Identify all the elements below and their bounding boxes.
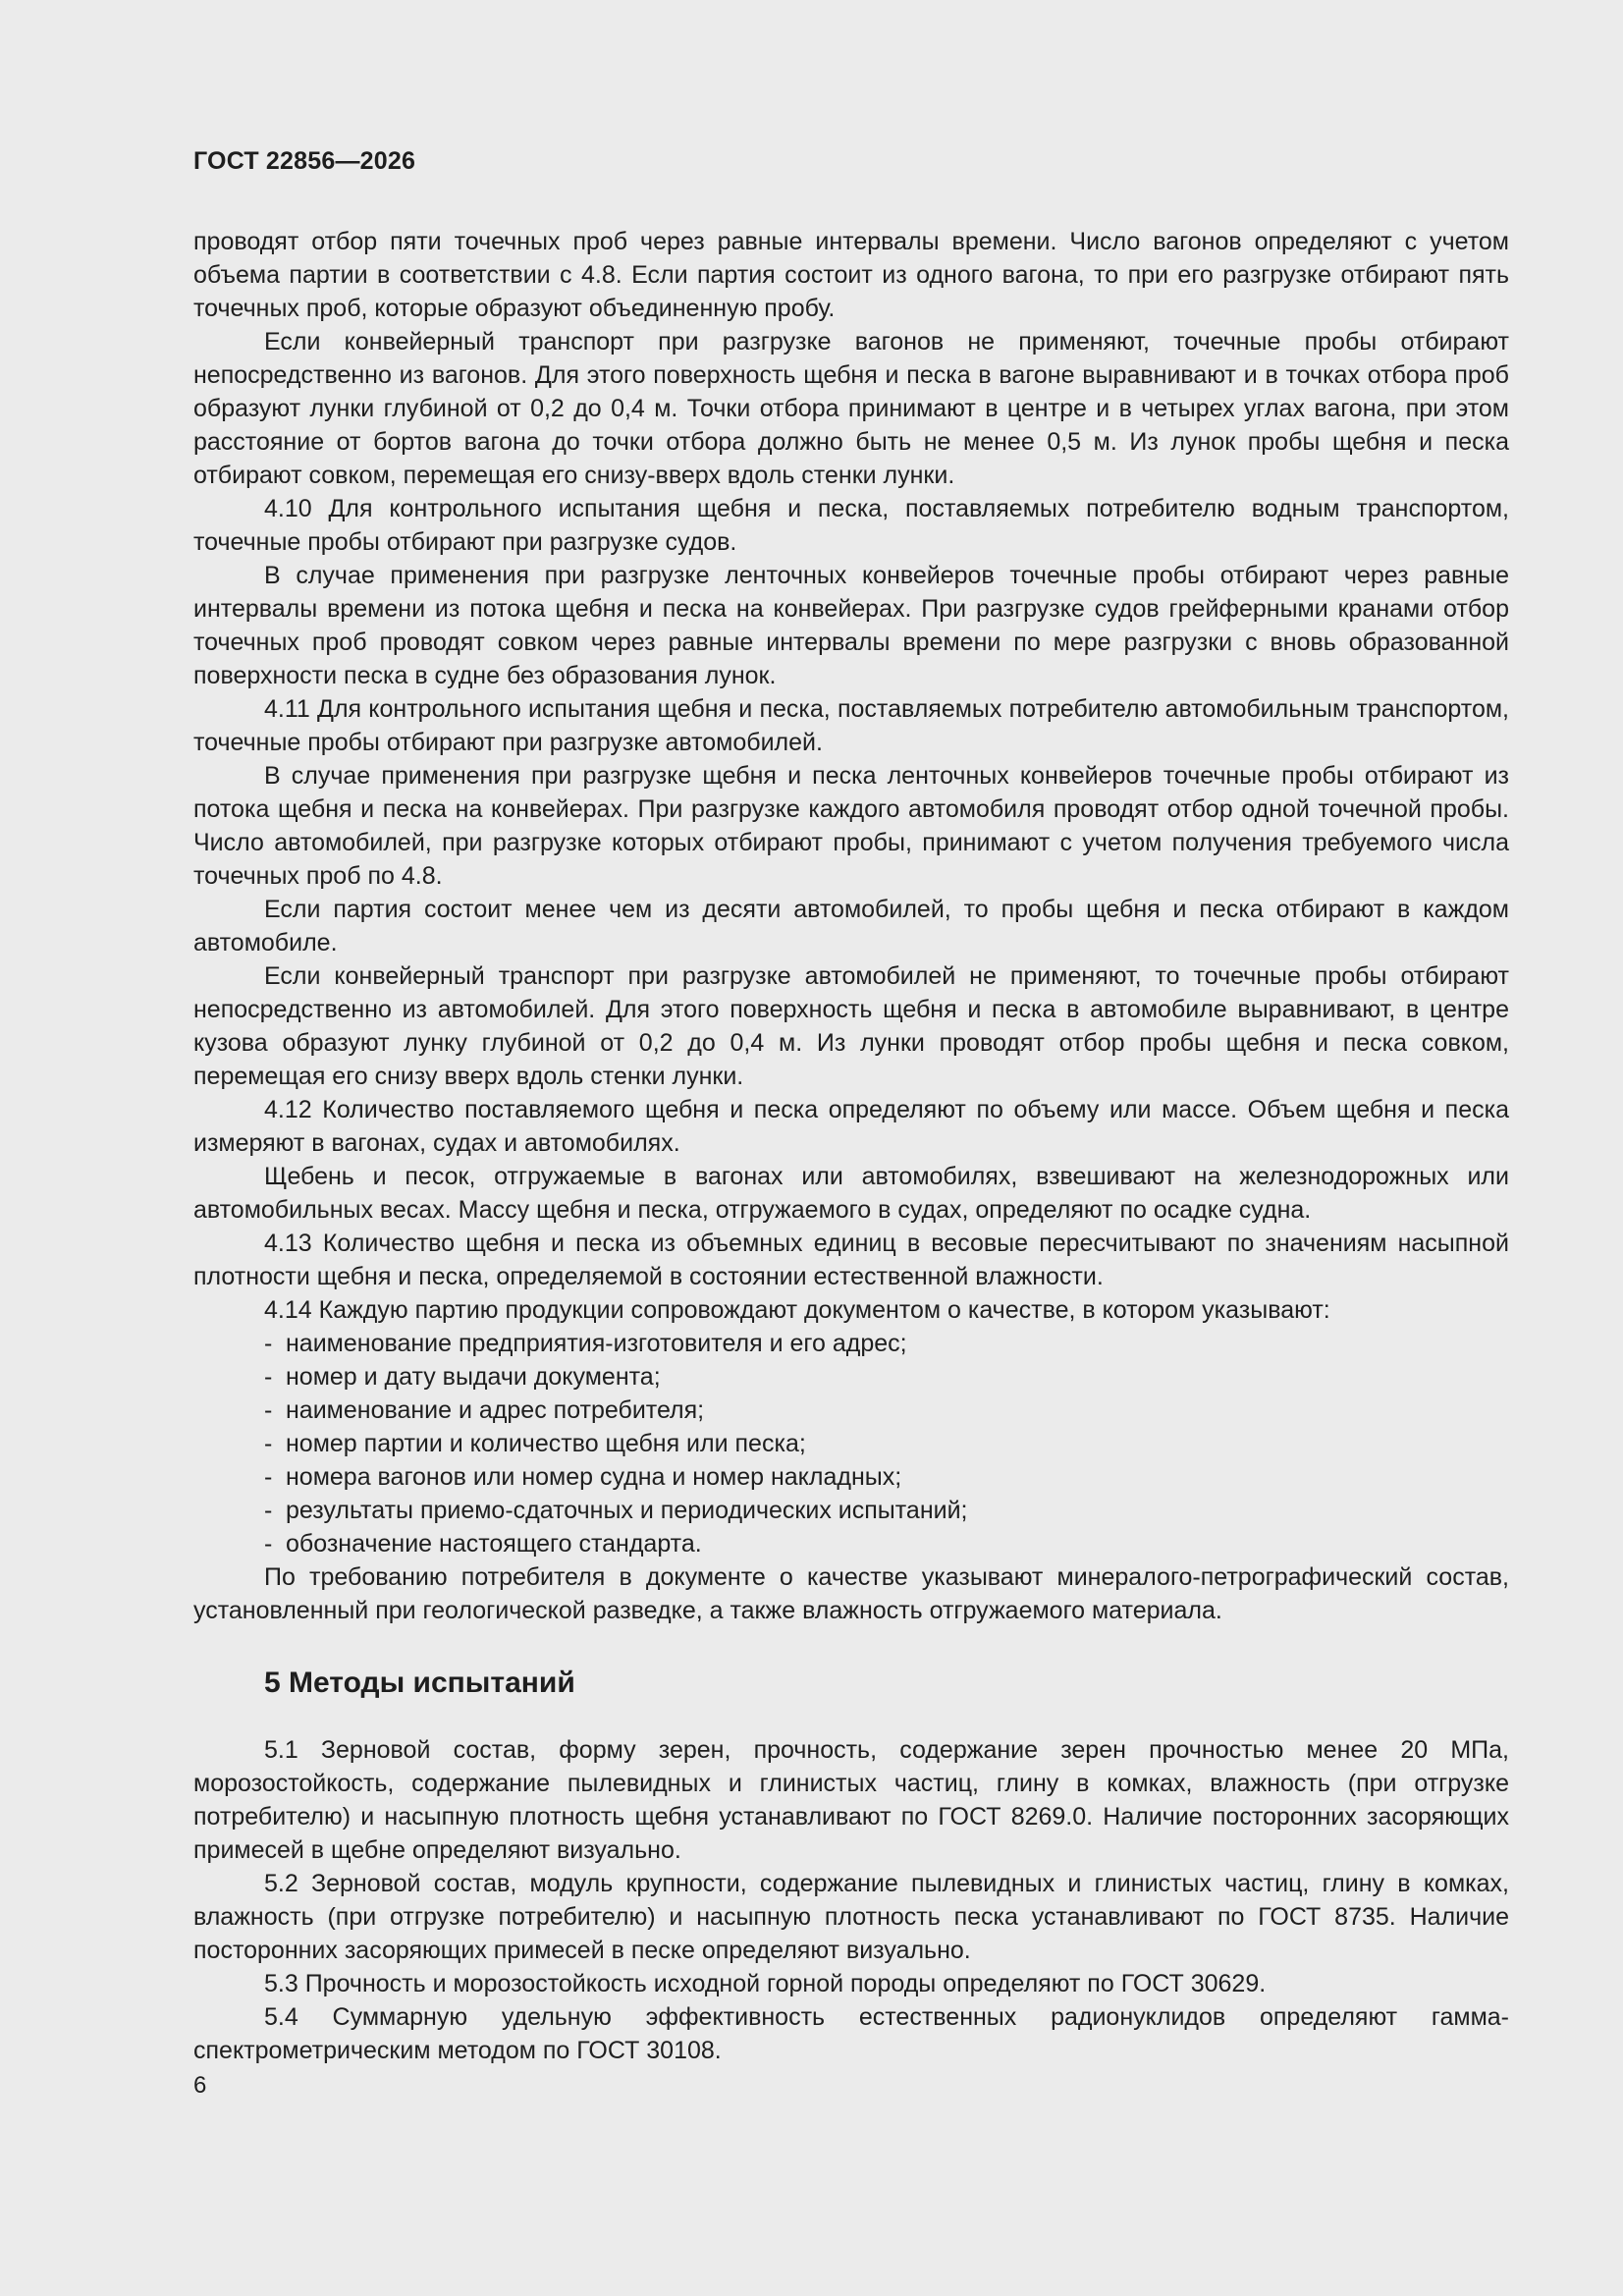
paragraph-5-3: 5.3 Прочность и морозостойкость исходной горной породы определяют по ГОСТ 30629. xyxy=(264,1970,1267,1997)
list-item: - номера вагонов или номер судна и номер накладных; xyxy=(264,1463,902,1491)
section-title: 5 Методы испытаний xyxy=(264,1667,575,1699)
requirements-list xyxy=(193,1327,1509,1560)
paragraph-4-14: 4.14 Каждую партию продукции сопровождают документом о качестве, в котором указывают: xyxy=(264,1296,1330,1324)
list-item: - наименование и адрес потребителя; xyxy=(264,1396,705,1424)
list-item: - обозначение настоящего стандарта. xyxy=(264,1530,702,1558)
page-number: 6 xyxy=(193,2072,207,2099)
paragraph: В случае применения при разгрузке ленточных конвейеров точечные пробы отбирают через равные интервалы времени из потока щебня и песка на конвейерах. При разгрузке судов грейферными кранами отбор точечных проб проводят совком через равные интервалы времени по мере разгрузки с вновь образованной поверхности песка в судне без образования лунок. xyxy=(193,562,1509,689)
paragraph-4-13: 4.13 Количество щебня и песка из объемных единиц в весовые пересчитывают по значениям насыпной плотности щебня и песка, определяемой в состоянии естественной влажности. xyxy=(193,1230,1509,1290)
paragraph: Если конвейерный транспорт при разгрузке автомобилей не применяют, то точечные пробы отбирают непосредственно из автомобилей. Для этого поверхность щебня и песка в автомобиле выравнивают, в центре кузова образуют лунку глубиной от 0,2 до 0,4 м. Из лунки проводят отбор пробы щебня и песка совком, перемещая его снизу вверх вдоль стенки лунки. xyxy=(193,962,1509,1090)
paragraph-5-2: 5.2 Зерновой состав, модуль крупности, содержание пылевидных и глинистых частиц, глину в комках, влажность (при отгрузке потребителю) и насыпную плотность песка устанавливают по ГОСТ 8735. Наличие посторонних засоряющих примесей в песке определяют визуально. xyxy=(193,1870,1509,1964)
paragraph: проводят отбор пяти точечных проб через равные интервалы времени. Число вагонов определяют с учетом объема партии в соответствии с 4.8. Если партия состоит из одного вагона, то при его разгрузке отбирают пять точечных проб, которые образуют объединенную пробу. xyxy=(193,228,1509,322)
paragraph-5-1: 5.1 Зерновой состав, форму зерен, прочность, содержание зерен прочностью менее 20 МПа, морозостойкость, содержание пылевидных и глинистых частиц, глину в комках, влажность (при отгрузке потребителю) и насыпную плотность щебня устанавливают по ГОСТ 8269.0. Наличие посторонних засоряющих примесей в щебне определяют визуально. xyxy=(193,1736,1509,1864)
list-item: - номер и дату выдачи документа; xyxy=(264,1363,661,1391)
paragraph-4-11: 4.11 Для контрольного испытания щебня и песка, поставляемых потребителю автомобильным транспортом, точечные пробы отбирают при разгрузке автомобилей. xyxy=(193,695,1509,756)
list-item: - результаты приемо-сдаточных и периодических испытаний; xyxy=(264,1497,968,1524)
list-item: - наименование предприятия-изготовителя и его адрес; xyxy=(264,1330,907,1357)
paragraph: Если конвейерный транспорт при разгрузке вагонов не применяют, точечные пробы отбирают непосредственно из вагонов. Для этого поверхность щебня и песка в вагоне выравнивают и в точках отбора проб образуют лунки глубиной от 0,2 до 0,4 м. Точки отбора принимают в центре и в четырех углах вагона, при этом расстояние от бортов вагона до точки отбора должно быть не менее 0,5 м. Из лунок пробы щебня и песка отбирают совком, перемещая его снизу-вверх вдоль стенки лунки. xyxy=(193,328,1509,489)
paragraph-4-10: 4.10 Для контрольного испытания щебня и песка, поставляемых потребителю водным транспортом, точечные пробы отбирают при разгрузке судов. xyxy=(193,495,1509,556)
paragraph: По требованию потребителя в документе о качестве указывают минералого-петрографический состав, установленный при геологической разведке, а также влажность отгружаемого материала. xyxy=(193,1563,1509,1624)
list-item: - номер партии и количество щебня или песка; xyxy=(264,1430,806,1457)
document-header: ГОСТ 22856—2026 xyxy=(193,147,416,175)
document-body xyxy=(193,225,1509,2067)
paragraph: Если партия состоит менее чем из десяти автомобилей, то пробы щебня и песка отбирают в каждом автомобиле. xyxy=(193,896,1509,957)
paragraph: Щебень и песок, отгружаемые в вагонах или автомобилях, взвешивают на железнодорожных или автомобильных весах. Массу щебня и песка, отгружаемого в судах, определяют по осадке судна. xyxy=(193,1163,1509,1224)
paragraph-4-12: 4.12 Количество поставляемого щебня и песка определяют по объему или массе. Объем щебня и песка измеряют в вагонах, судах и автомобилях. xyxy=(193,1096,1509,1157)
paragraph-5-4: 5.4 Суммарную удельную эффективность естественных радионуклидов определяют гамма-спектрометрическим методом по ГОСТ 30108. xyxy=(193,2003,1509,2064)
paragraph: В случае применения при разгрузке щебня и песка ленточных конвейеров точечные пробы отбирают из потока щебня и песка на конвейерах. При разгрузке каждого автомобиля проводят отбор одной точечной пробы. Число автомобилей, при разгрузке которых отбирают пробы, принимают с учетом получения требуемого числа точечных проб по 4.8. xyxy=(193,762,1509,890)
